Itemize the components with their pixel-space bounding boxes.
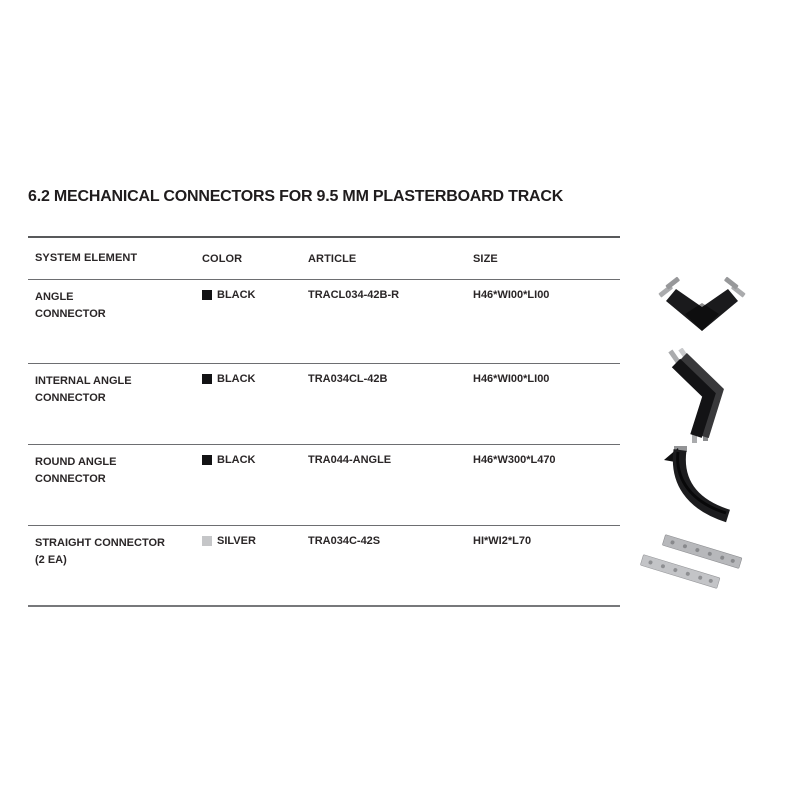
color-swatch-black	[202, 290, 212, 300]
color-swatch-black	[202, 374, 212, 384]
color-label: BLACK	[217, 289, 256, 301]
color-cell	[202, 289, 308, 301]
system-element-cell	[28, 535, 202, 569]
size-cell: H46*W300*L470	[473, 454, 556, 466]
system-element-line1: ROUND ANGLE	[35, 456, 117, 468]
angle-connector-photo	[652, 274, 752, 336]
system-element-line1: INTERNAL ANGLE	[35, 375, 132, 387]
table-body	[28, 280, 620, 607]
system-element-line2: CONNECTOR	[35, 392, 106, 405]
column-header-article: ARTICLE	[308, 252, 357, 265]
table-row-round-angle-connector	[28, 445, 620, 526]
color-label: BLACK	[217, 454, 256, 466]
connectors-table	[28, 236, 620, 607]
color-cell	[202, 373, 308, 385]
internal-angle-connector-photo	[658, 348, 746, 444]
straight-connector-photo	[638, 534, 752, 598]
column-header-size: SIZE	[473, 252, 498, 265]
section-title: 6.2 MECHANICAL CONNECTORS FOR 9.5 MM PLASTERBOARD TRACK	[28, 188, 564, 205]
system-element-line1: STRAIGHT CONNECTOR	[35, 537, 165, 549]
size-cell: H46*WI00*LI00	[473, 289, 550, 301]
color-cell	[202, 535, 308, 547]
size-cell: H46*WI00*LI00	[473, 373, 550, 385]
article-cell: TRA034C-42S	[308, 535, 381, 547]
size-cell: HI*WI2*L70	[473, 535, 532, 547]
column-header-system-element: SYSTEM ELEMENT	[35, 251, 138, 264]
system-element-line2: CONNECTOR	[35, 473, 106, 486]
color-label: SILVER	[217, 535, 256, 547]
color-swatch-silver	[202, 536, 212, 546]
table-row-straight-connector	[28, 526, 620, 607]
article-cell: TRACL034-42B-R	[308, 289, 400, 301]
system-element-line2: (2 EA)	[35, 554, 67, 567]
system-element-cell	[28, 289, 202, 323]
table-header-row	[28, 238, 620, 280]
table-row-internal-angle-connector	[28, 364, 620, 445]
system-element-cell	[28, 373, 202, 407]
system-element-cell	[28, 454, 202, 488]
system-element-line2: CONNECTOR	[35, 308, 106, 321]
article-cell: TRA034CL-42B	[308, 373, 388, 385]
color-swatch-black	[202, 455, 212, 465]
round-angle-connector-photo	[648, 444, 736, 524]
color-label: BLACK	[217, 373, 256, 385]
article-cell: TRA044-ANGLE	[308, 454, 392, 466]
column-header-color: COLOR	[202, 252, 243, 265]
color-cell	[202, 454, 308, 466]
system-element-line1: ANGLE	[35, 291, 74, 303]
table-row-angle-connector	[28, 280, 620, 364]
